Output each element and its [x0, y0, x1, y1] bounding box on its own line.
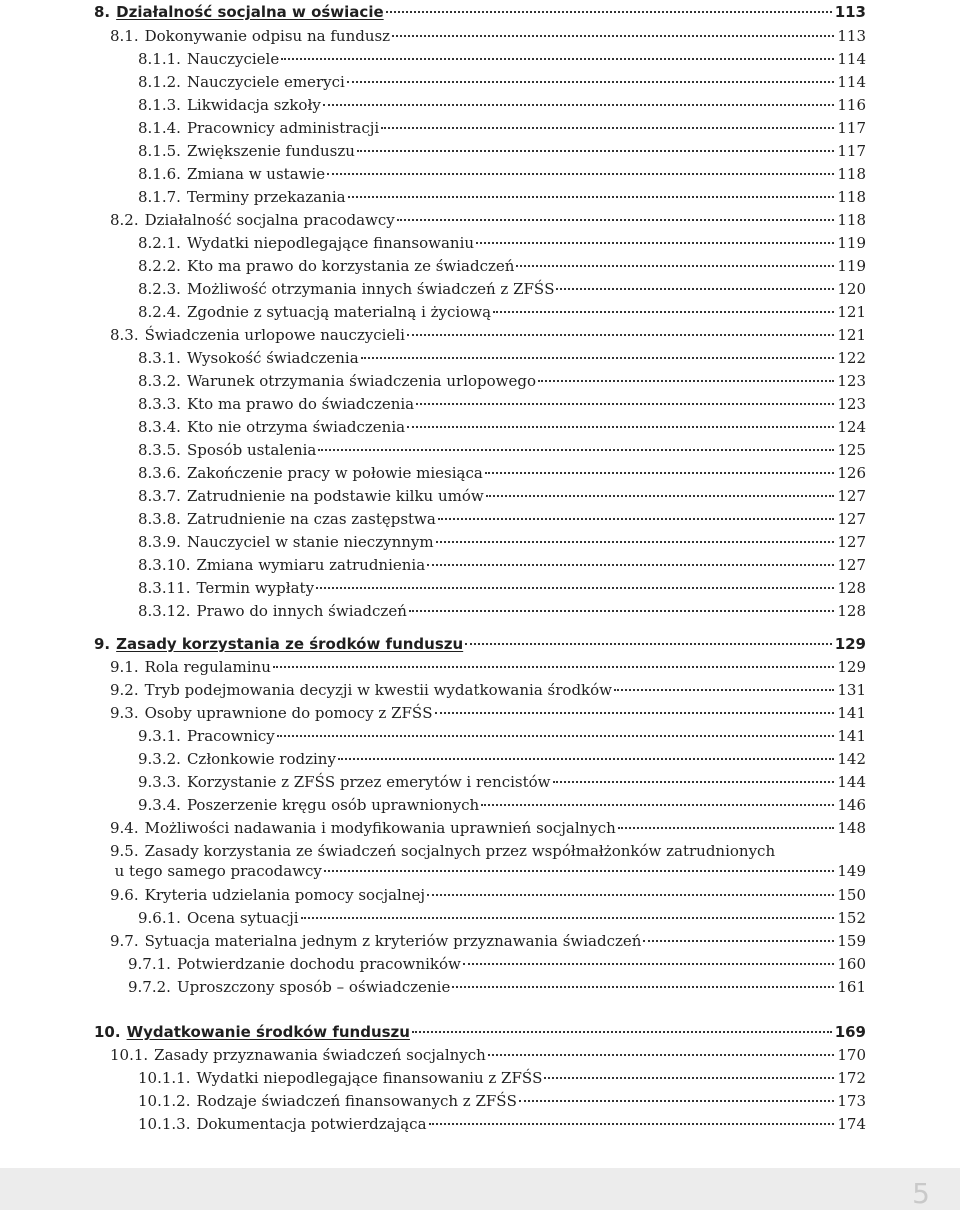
toc-entry-number: 8.3.11. [138, 579, 191, 597]
dot-leader [463, 962, 834, 965]
toc-entry-page: 122 [837, 349, 866, 367]
dot-leader [429, 1122, 835, 1125]
toc-entry-number: 8.3.4. [138, 418, 181, 436]
toc-entry[interactable] [138, 908, 866, 928]
toc-entry-page: 149 [837, 862, 866, 880]
dot-leader [386, 10, 832, 13]
toc-entry-title: Osoby uprawnione do pomocy z ZFŚS [144, 704, 433, 722]
toc-entry-page: 124 [837, 418, 866, 436]
toc-entry[interactable] [138, 417, 866, 437]
toc-entry-page: 113 [837, 27, 866, 45]
toc-entry-number: 8.2.3. [138, 280, 181, 298]
toc-entry-number: 10.1.1. [138, 1069, 191, 1087]
toc-entry-title: Sposób ustalenia [186, 441, 317, 459]
toc-entry-title: Zmiana wymiaru zatrudnienia [196, 556, 426, 574]
toc-entry[interactable] [110, 818, 866, 838]
toc-entry-title: Tryb podejmowania decyzji w kwestii wydatkowania środków [144, 681, 613, 699]
dot-leader [381, 126, 834, 129]
toc-entry-number: 8.3.7. [138, 487, 181, 505]
dot-leader [397, 218, 835, 221]
toc-entry-page: 128 [837, 602, 866, 620]
toc-entry-number: 8.3.10. [138, 556, 191, 574]
toc-entry-page: 121 [837, 303, 866, 321]
toc-entry-page: 119 [837, 234, 866, 252]
dot-leader [392, 34, 834, 37]
toc-entry-number: 8.2.1. [138, 234, 181, 252]
toc-entry-title: Wydatki niepodlegające finansowaniu z ZFŚS [196, 1069, 543, 1087]
dot-leader [486, 494, 835, 497]
toc-entry-page: 141 [837, 727, 866, 745]
dot-leader [427, 893, 834, 896]
toc-entry-title: Zwiększenie funduszu [186, 142, 355, 160]
dot-leader [407, 425, 834, 428]
toc-entry[interactable] [138, 578, 866, 598]
toc-entry-number: 8.3.2. [138, 372, 181, 390]
toc-entry-title: Dokonywanie odpisu na fundusz [144, 27, 391, 45]
toc-entry-title: Działalność socjalna w oświacie [116, 3, 384, 21]
toc-entry-page: 114 [837, 73, 866, 91]
toc-entry-page: 123 [837, 395, 866, 413]
toc-entry-number: 8.1.6. [138, 165, 181, 183]
dot-leader [357, 149, 834, 152]
toc-entry[interactable] [128, 977, 866, 997]
toc-entry[interactable] [110, 26, 866, 46]
toc-entry[interactable] [138, 726, 866, 746]
toc-entry-title: Pracownicy administracji [186, 119, 380, 137]
toc-entry-title: Zgodnie z sytuacją materialną i życiową [186, 303, 492, 321]
toc-entry-title: Działalność socjalna pracodawcy [144, 211, 395, 229]
toc-entry-number: 9.5. [110, 842, 139, 860]
toc-entry-title: Kto nie otrzyma świadczenia [186, 418, 406, 436]
page-number: 5 [912, 1177, 930, 1210]
toc-entry-page: 150 [837, 886, 866, 904]
toc-entry-page: 161 [837, 978, 866, 996]
toc-entry[interactable] [138, 49, 866, 69]
toc-entry-title: Możliwości nadawania i modyfikowania uprawnień socjalnych [144, 819, 616, 837]
toc-entry[interactable] [110, 703, 866, 723]
dot-leader [493, 310, 834, 313]
dot-leader [416, 402, 834, 405]
toc-entry[interactable] [138, 72, 866, 92]
dot-leader [436, 540, 835, 543]
toc-entry-page: 118 [837, 211, 866, 229]
toc-entry-number: 8.1.5. [138, 142, 181, 160]
toc-entry[interactable] [110, 657, 866, 677]
toc-entry[interactable] [94, 634, 866, 654]
toc-entry-title: Pracownicy [186, 727, 275, 745]
dot-leader [519, 1099, 835, 1102]
toc-entry-title: Zmiana w ustawie [186, 165, 326, 183]
dot-leader [435, 711, 835, 714]
toc-entry-title: Kryteria udzielania pomocy socjalnej [144, 886, 426, 904]
dot-leader [452, 985, 834, 988]
toc-entry-page: 170 [837, 1046, 866, 1064]
toc-entry[interactable] [138, 348, 866, 368]
toc-entry-number: 10. [94, 1023, 121, 1041]
toc-entry-number: 9.2. [110, 681, 139, 699]
toc-entry-number: 8.1.3. [138, 96, 181, 114]
toc-entry-title: Korzystanie z ZFŚS przez emerytów i rencistów [186, 773, 551, 791]
toc-entry-title: Poszerzenie kręgu osób uprawnionych [186, 796, 480, 814]
toc-entry-page: 128 [837, 579, 866, 597]
toc-entry[interactable] [110, 1045, 866, 1065]
toc-entry-page: 118 [837, 188, 866, 206]
toc-entry-number: 8.3.3. [138, 395, 181, 413]
toc-entry[interactable] [138, 164, 866, 184]
toc-entry-number: 10.1. [110, 1046, 149, 1064]
dot-leader [465, 642, 832, 645]
toc-entry-page: 160 [837, 955, 866, 973]
toc-entry-number: 8.3.5. [138, 441, 181, 459]
toc-entry-page: 117 [837, 142, 866, 160]
toc-entry-page: 127 [837, 510, 866, 528]
toc-entry-page: 127 [837, 556, 866, 574]
dot-leader [643, 939, 834, 942]
toc-entry[interactable] [138, 187, 866, 207]
toc-entry-number: 9.6.1. [138, 909, 181, 927]
toc-entry[interactable] [110, 325, 866, 345]
toc-entry[interactable] [138, 118, 866, 138]
toc-entry-page: 142 [837, 750, 866, 768]
dot-leader [316, 586, 834, 589]
toc-entry[interactable] [110, 885, 866, 905]
footer-bar [0, 1168, 960, 1210]
dot-leader [407, 333, 834, 336]
dot-leader [485, 471, 835, 474]
toc-entry-page: 119 [837, 257, 866, 275]
dot-leader [516, 264, 834, 267]
dot-leader [553, 780, 835, 783]
toc-entry-title: Możliwość otrzymania innych świadczeń z ZFŚS [186, 280, 555, 298]
toc-entry-number: 9.3.1. [138, 727, 181, 745]
toc-entry-number: 9.7.1. [128, 955, 171, 973]
dot-leader [301, 916, 835, 919]
toc-entry-page: 148 [837, 819, 866, 837]
toc-entry-number: 8.1.1. [138, 50, 181, 68]
toc-entry-page: 169 [834, 1023, 866, 1041]
dot-leader [361, 356, 835, 359]
toc-entry-number: 8.1.4. [138, 119, 181, 137]
toc-entry-number: 8.3.8. [138, 510, 181, 528]
dot-leader [277, 734, 835, 737]
toc-entry-number: 8.3.1. [138, 349, 181, 367]
toc-entry[interactable] [110, 931, 866, 951]
toc-entry-page: 129 [837, 658, 866, 676]
toc-entry[interactable] [138, 486, 866, 506]
toc-entry-page: 127 [837, 533, 866, 551]
toc-entry-number: 8.3.9. [138, 533, 181, 551]
dot-leader [318, 448, 834, 451]
toc-entry[interactable] [110, 841, 866, 881]
dot-leader [427, 563, 834, 566]
toc-entry-title: Uproszczony sposób – oświadczenie [176, 978, 451, 996]
toc-entry[interactable] [138, 233, 866, 253]
toc-entry-page: 126 [837, 464, 866, 482]
toc-entry-number: 9.7. [110, 932, 139, 950]
toc-entry-title: Zatrudnienie na czas zastępstwa [186, 510, 436, 528]
toc-entry[interactable] [138, 371, 866, 391]
toc-entry[interactable] [138, 1068, 866, 1088]
toc-entry-page: 120 [837, 280, 866, 298]
dot-leader [273, 665, 835, 668]
dot-leader [412, 1030, 832, 1033]
toc-entry-title: Zasady przyznawania świadczeń socjalnych [154, 1046, 486, 1064]
dot-leader [614, 688, 834, 691]
toc-entry[interactable] [138, 463, 866, 483]
toc-entry-page: 127 [837, 487, 866, 505]
toc-entry[interactable] [138, 394, 866, 414]
dot-leader [338, 757, 834, 760]
toc-entry-title: Wysokość świadczenia [186, 349, 359, 367]
toc-entry-title: Świadczenia urlopowe nauczycieli [144, 326, 405, 344]
toc-entry-title: Ocena sytuacji [186, 909, 299, 927]
dot-leader [544, 1076, 834, 1079]
toc-entry-page: 174 [837, 1115, 866, 1133]
toc-entry-title: Wydatki niepodlegające finansowaniu [186, 234, 475, 252]
dot-leader [476, 241, 834, 244]
toc-entry-number: 8.3. [110, 326, 139, 344]
toc-entry[interactable] [138, 440, 866, 460]
toc-entry-title: Likwidacja szkoły [186, 96, 321, 114]
toc-entry-title: Zatrudnienie na podstawie kilku umów [186, 487, 484, 505]
toc-entry-title: Wydatkowanie środków funduszu [126, 1023, 410, 1041]
toc-entry-title: Terminy przekazania [186, 188, 346, 206]
toc-entry[interactable] [138, 1091, 866, 1111]
toc-entry-number: 9. [94, 635, 111, 653]
dot-leader [348, 195, 835, 198]
toc-entry-page: 141 [837, 704, 866, 722]
toc-entry[interactable] [94, 1022, 866, 1042]
dot-leader [324, 869, 834, 872]
toc-entry-number: 8.1.7. [138, 188, 181, 206]
toc-entry-number: 8.1. [110, 27, 139, 45]
toc-entry-title: Zakończenie pracy w połowie miesiąca [186, 464, 483, 482]
toc-entry-number: 8.3.6. [138, 464, 181, 482]
toc-entry[interactable] [138, 509, 866, 529]
toc-entry[interactable] [110, 210, 866, 230]
toc-entry-page: 121 [837, 326, 866, 344]
toc-entry[interactable] [138, 532, 866, 552]
toc-entry[interactable] [138, 302, 866, 322]
toc-entry-number: 10.1.2. [138, 1092, 191, 1110]
toc-entry-page: 146 [837, 796, 866, 814]
toc-entry-number: 8.1.2. [138, 73, 181, 91]
toc-entry[interactable] [138, 95, 866, 115]
toc-entry-number: 9.4. [110, 819, 139, 837]
toc-entry-page: 173 [837, 1092, 866, 1110]
toc-entry-page: 125 [837, 441, 866, 459]
toc-entry-number: 10.1.3. [138, 1115, 191, 1133]
dot-leader [438, 517, 835, 520]
toc-entry[interactable] [138, 1114, 866, 1134]
toc-entry[interactable] [138, 555, 866, 575]
toc-entry[interactable] [138, 749, 866, 769]
dot-leader [327, 172, 834, 175]
toc-entry-title: Nauczyciel w stanie nieczynnym [186, 533, 434, 551]
toc-entry-number: 9.3.3. [138, 773, 181, 791]
toc-entry-title: Członkowie rodziny [186, 750, 336, 768]
toc-entry[interactable] [138, 795, 866, 815]
toc-entry[interactable] [138, 256, 866, 276]
toc-entry-number: 8.3.12. [138, 602, 191, 620]
toc-entry-title: Potwierdzanie dochodu pracowników [176, 955, 461, 973]
toc-entry-page: 172 [837, 1069, 866, 1087]
toc-entry-page: 131 [837, 681, 866, 699]
dot-leader [409, 609, 834, 612]
toc-entry-title: Rodzaje świadczeń finansowanych z ZFŚS [196, 1092, 517, 1110]
toc-entry-page: 152 [837, 909, 866, 927]
toc-entry[interactable] [138, 601, 866, 621]
toc-entry-title: Nauczyciele [186, 50, 280, 68]
toc-entry-number: 9.3.4. [138, 796, 181, 814]
toc-entry[interactable] [138, 279, 866, 299]
toc-entry-title: Zasady korzystania ze środków funduszu [116, 635, 464, 653]
toc-entry-number: 9.7.2. [128, 978, 171, 996]
dot-leader [347, 80, 835, 83]
toc-entry-page: 114 [837, 50, 866, 68]
toc-entry-title: Rola regulaminu [144, 658, 271, 676]
toc-entry-number: 8.2.2. [138, 257, 181, 275]
toc-entry-title: Prawo do innych świadczeń [196, 602, 407, 620]
toc-entry-title: Zasady korzystania ze świadczeń socjalnych przez współmałżonków zatrudnionych [144, 842, 776, 860]
dot-leader [556, 287, 834, 290]
toc-entry-page: 159 [837, 932, 866, 950]
toc-entry-page: 129 [834, 635, 866, 653]
dot-leader [488, 1053, 835, 1056]
toc-entry-title: Kto ma prawo do świadczenia [186, 395, 415, 413]
toc-entry-number: 8.2.4. [138, 303, 181, 321]
toc-entry-page: 117 [837, 119, 866, 137]
toc-entry[interactable] [110, 680, 866, 700]
dot-leader [323, 103, 835, 106]
dot-leader [618, 826, 835, 829]
toc-entry-page: 118 [837, 165, 866, 183]
toc-entry-page: 144 [837, 773, 866, 791]
toc-entry[interactable] [138, 772, 866, 792]
toc-entry[interactable] [138, 141, 866, 161]
toc-entry-number: 9.6. [110, 886, 139, 904]
toc-entry-title: Warunek otrzymania świadczenia urlopowego [186, 372, 537, 390]
toc-entry-title-continued: u tego samego pracodawcy [114, 862, 322, 880]
dot-leader [281, 57, 834, 60]
toc-entry-title: Termin wypłaty [196, 579, 315, 597]
toc-entry-title: Kto ma prawo do korzystania ze świadczeń [186, 257, 515, 275]
dot-leader [538, 379, 834, 382]
toc-entry-page: 116 [837, 96, 866, 114]
toc-entry[interactable] [128, 954, 866, 974]
dot-leader [481, 803, 834, 806]
toc-entry-title: Dokumentacja potwierdzająca [196, 1115, 427, 1133]
toc-entry-number: 9.3. [110, 704, 139, 722]
toc-entry-title: Sytuacja materialna jednym z kryteriów przyznawania świadczeń [144, 932, 642, 950]
toc-entry-title: Nauczyciele emeryci [186, 73, 345, 91]
toc-entry-number: 8. [94, 3, 111, 21]
toc-entry-number: 9.3.2. [138, 750, 181, 768]
toc-entry-page: 113 [834, 3, 866, 21]
toc-entry-number: 8.2. [110, 211, 139, 229]
toc-entry-number: 9.1. [110, 658, 139, 676]
toc-entry-page: 123 [837, 372, 866, 390]
toc-entry[interactable] [94, 2, 866, 22]
